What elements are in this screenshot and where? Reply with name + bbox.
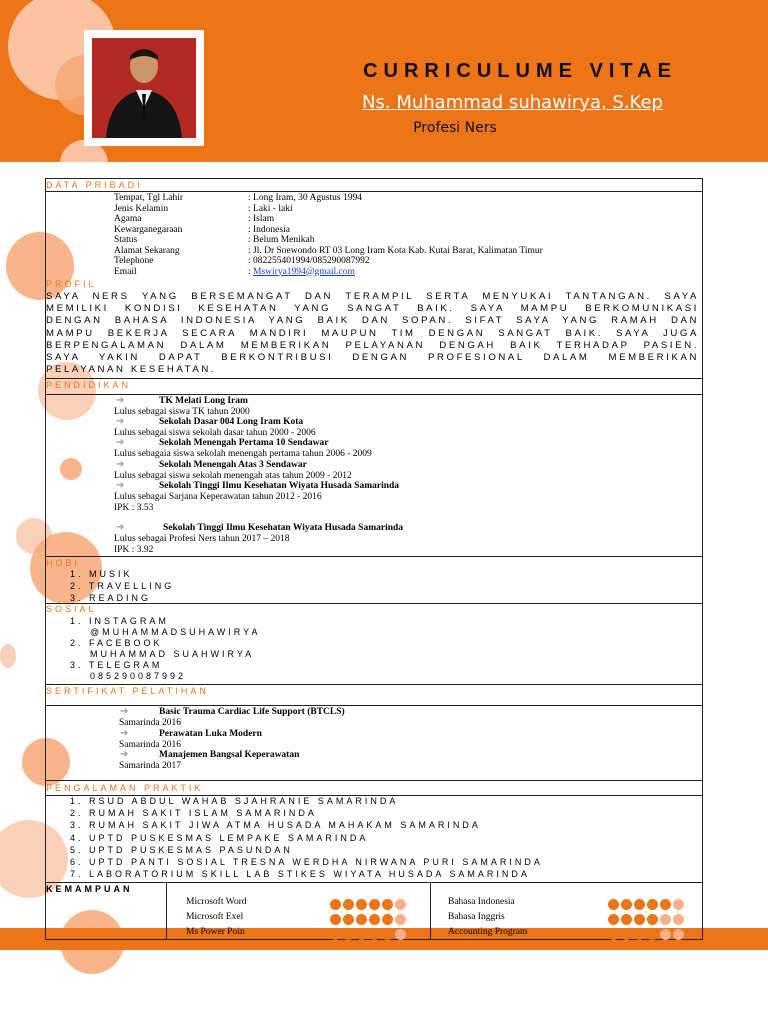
rating-dot [330,914,341,925]
section-heading-social: SOSIAL [46,604,97,614]
rating-dot [382,914,393,925]
arrow-right-icon: ➔ [116,522,125,533]
rating-dot [660,899,671,910]
education-ipk: IPK : 3.53 [114,503,154,513]
cv-title: CURRICULUME VITAE [363,60,677,82]
arrow-right-icon: ➔ [116,480,125,491]
hobby-item: 1. MUSIK [70,569,133,579]
rating-dot [369,929,380,940]
certificate-place: Samarinda 2016 [119,718,182,728]
arrow-right-icon: ➔ [120,749,129,760]
education-school: Sekolah Menengah Atas 3 Sendawar [159,460,307,470]
rating-dot [608,899,619,910]
certificate-title: Basic Trauma Cardiac Life Support (BTCLS) [159,707,345,717]
education-school: Sekolah Dasar 004 Long Iram Kota [159,417,304,427]
rating-dot [395,929,406,940]
rating-dot [330,899,341,910]
social-name: 3. TELEGRAM [70,660,163,670]
person-silhouette-icon [92,38,196,138]
experience-item: 3. RUMAH SAKIT JIWA ATMA HUSADA MAHAKAM SAMARINDA [70,820,481,831]
education-detail: Lulus sebagaia siswa sekolah menengah pertama tahun 2006 - 2009 [114,449,372,459]
divider [46,378,702,379]
education-school: TK Melati Long Iram [159,396,248,406]
section-heading-certificates: SERTIFIKAT PELATIHAN [46,686,209,696]
section-heading-education: PENDIDIKAN [46,380,132,390]
personal-value-colon: : [248,266,251,277]
section-heading-personal: DATA PRIBADI [46,180,143,190]
personal-value: : Belum Menikah [248,235,315,245]
rating-dot [673,929,684,940]
divider [46,684,702,685]
divider [166,882,167,939]
arrow-right-icon: ➔ [120,706,129,717]
cv-sheet [45,178,703,940]
section-heading-experience: PENGALAMAN PRAKTIK [46,783,204,793]
skill-rating [330,925,408,943]
divider [430,882,431,939]
hobby-item: 3. READING [70,593,152,603]
skill-rating [608,925,686,943]
personal-value: : Jl. Dr Soewondo RT 03 Long Iram Kota Kab. Kutai Barat, Kalimatan Timur [248,245,543,256]
rating-dot [647,929,658,940]
rating-dot [356,929,367,940]
personal-value: : Laki - laki [248,203,293,214]
experience-item: 6. UPTD PANTI SOSIAL TRESNA WERDHA NIRWANA PURI SAMARINDA [70,857,543,867]
divider [46,705,702,706]
skill-name: Bahasa Inggris [448,912,505,922]
rating-dot [608,929,619,940]
email-link[interactable]: Mswirya1994@gmail.com [253,266,355,277]
arrow-right-icon: ➔ [116,416,125,427]
skill-name: Ms Power Poin [186,927,245,937]
personal-label: Tempat, Tgl Lahir [114,193,184,203]
rating-dot [356,914,367,925]
education-detail: Lulus sebagai siswa sekolah dasar tahun 2000 - 2006 [114,428,316,438]
personal-value: : 082255401994/085290087992 [248,256,370,266]
experience-item: 7. LABORATORIUM SKILL LAB STIKES WIYATA HUSADA SAMARINDA [70,869,530,880]
profile-photo [92,38,196,138]
rating-dot [343,914,354,925]
rating-dot [673,899,684,910]
skill-name: Bahasa Indonesia [448,897,515,907]
experience-item: 1. RSUD ABDUL WAHAB SJAHRANIE SAMARINDA [70,796,399,806]
education-detail: Lulus sebagai Sarjana Keperawatan tahun 2012 - 2016 [114,492,322,502]
certificate-title: Manajemen Bangsal Keperawatan [159,750,300,760]
rating-dot [621,929,632,940]
rating-dot [660,914,671,925]
section-heading-hobby: HOBI [46,558,81,568]
education-detail: Lulus sebagai siswa sekolah menengah atas tahun 2009 - 2012 [114,471,352,481]
profile-line: MEMILIKI KONDISI KESEHATAN YANG SANGAT BAIK. SAYA MAMPU BERKOMUNIKASI [46,303,699,315]
profile-photo-frame [84,30,204,146]
profile-line: SAYA NERS YANG BERSEMANGAT DAN TERAMPIL SERTA MENYUKAI TANTANGAN. SAYA [46,291,699,302]
profile-line: BERPENGALAMAN DALAM MEMBERIKAN PELAYANAN DENGAH BAIK TERHADAP PASIEN. [46,339,699,351]
cv-profession: Profesi Ners [413,120,497,136]
education-ipk: IPK : 3.92 [114,545,154,555]
rating-dot [647,899,658,910]
certificate-title: Perawatan Luka Modern [159,728,262,739]
arrow-right-icon: ➔ [120,727,129,739]
divider [46,394,702,395]
certificate-place: Samarinda 2017 [119,761,182,771]
arrow-right-icon: ➔ [116,437,125,448]
personal-label: Status [114,235,138,245]
personal-label: Jenis Kelamin [114,203,169,214]
skill-name: Microsoft Word [186,897,247,907]
rating-dot [369,914,380,925]
personal-value: : Indonesia [248,224,290,235]
education-school: Sekolah Tinggi Ilmu Kesehatan Wiyata Husada Samarinda [163,523,404,533]
rating-dot [330,929,341,940]
rating-dot [395,899,406,910]
social-handle: 085290087992 [90,671,187,681]
profile-line: MAMPU BEKERJA SECARA MANDIRI MAUPUN TIM DENGAN SANGAT BAIK. SAYA JUGA [46,327,699,339]
rating-dot [369,899,380,910]
rating-dot [343,929,354,940]
personal-label: Telephone [114,256,154,266]
arrow-right-icon: ➔ [116,395,125,406]
rating-dot [621,899,632,910]
certificate-place: Samarinda 2016 [119,739,182,750]
rating-dot [621,914,632,925]
rating-dot [382,899,393,910]
social-name: 1. INSTAGRAM [70,616,169,626]
rating-dot [673,914,684,925]
personal-value: : Islam [248,214,275,224]
personal-label: Alamat Sekarang [114,245,180,256]
divider [46,556,702,557]
skill-name: Accounting Program [448,927,528,937]
cv-header [0,0,768,162]
rating-dot [660,929,671,940]
rating-dot [647,914,658,925]
arrow-right-icon: ➔ [116,459,125,470]
social-handle: MUHAMMAD SUAHWIRYA [90,649,255,659]
rating-dot [608,914,619,925]
cv-owner-name: Ns. Muhammad suhawirya, S.Kep [362,92,663,113]
experience-item: 5. UPTD PUSKESMAS PASUNDAN [70,844,293,855]
personal-value: : Long Iram, 30 Agustus 1994 [248,193,362,203]
personal-label: Email [114,266,137,277]
decor-bubble [0,644,16,668]
rating-dot [634,914,645,925]
rating-dot [634,929,645,940]
education-detail: Lulus sebagai Profesi Ners tahun 2017 – 2018 [114,534,290,544]
divider [46,191,702,192]
rating-dot [356,899,367,910]
divider [46,882,702,883]
profile-line: DENGAN BAHASA INDONESIA YANG BAIK DAN SOPAN. SIFAT SAYA YANG RAMAH DAN [46,315,699,327]
rating-dot [343,899,354,910]
profile-line: SAYA YAKIN DAPAT BERKONTRIBUSI DENGAN PROFESIONAL DALAM MEMBERIKAN [46,352,699,363]
divider [46,780,702,781]
social-handle: @MUHAMMADSUHAWIRYA [90,627,261,637]
personal-value [248,267,355,278]
personal-label: Kewarganegaraan [114,224,183,235]
experience-item: 4. UPTD PUSKESMAS LEMPAKE SAMARINDA [70,832,369,843]
education-school: Sekolah Menengah Pertama 10 Sendawar [159,438,329,448]
hobby-item: 2. TRAVELLING [70,581,175,591]
experience-item: 2. RUMAH SAKIT ISLAM SAMARINDA [70,808,317,819]
education-detail: Lulus sebagai siswa TK tahun 2000 [114,407,250,417]
social-name: 2. FACEBOOK [70,638,163,648]
rating-dot [634,899,645,910]
section-heading-skills: KEMAMPUAN [46,884,133,894]
profile-line: PELAYANAN KESEHATAN. [46,364,217,376]
education-school: Sekolah Tinggi Ilmu Kesehatan Wiyata Husada Samarinda [159,481,400,491]
rating-dot [382,929,393,940]
personal-label: Agama [114,214,142,224]
skill-name: Microsoft Exel [186,912,244,922]
rating-dot [395,914,406,925]
section-heading-profile: PROFIL [46,279,97,289]
